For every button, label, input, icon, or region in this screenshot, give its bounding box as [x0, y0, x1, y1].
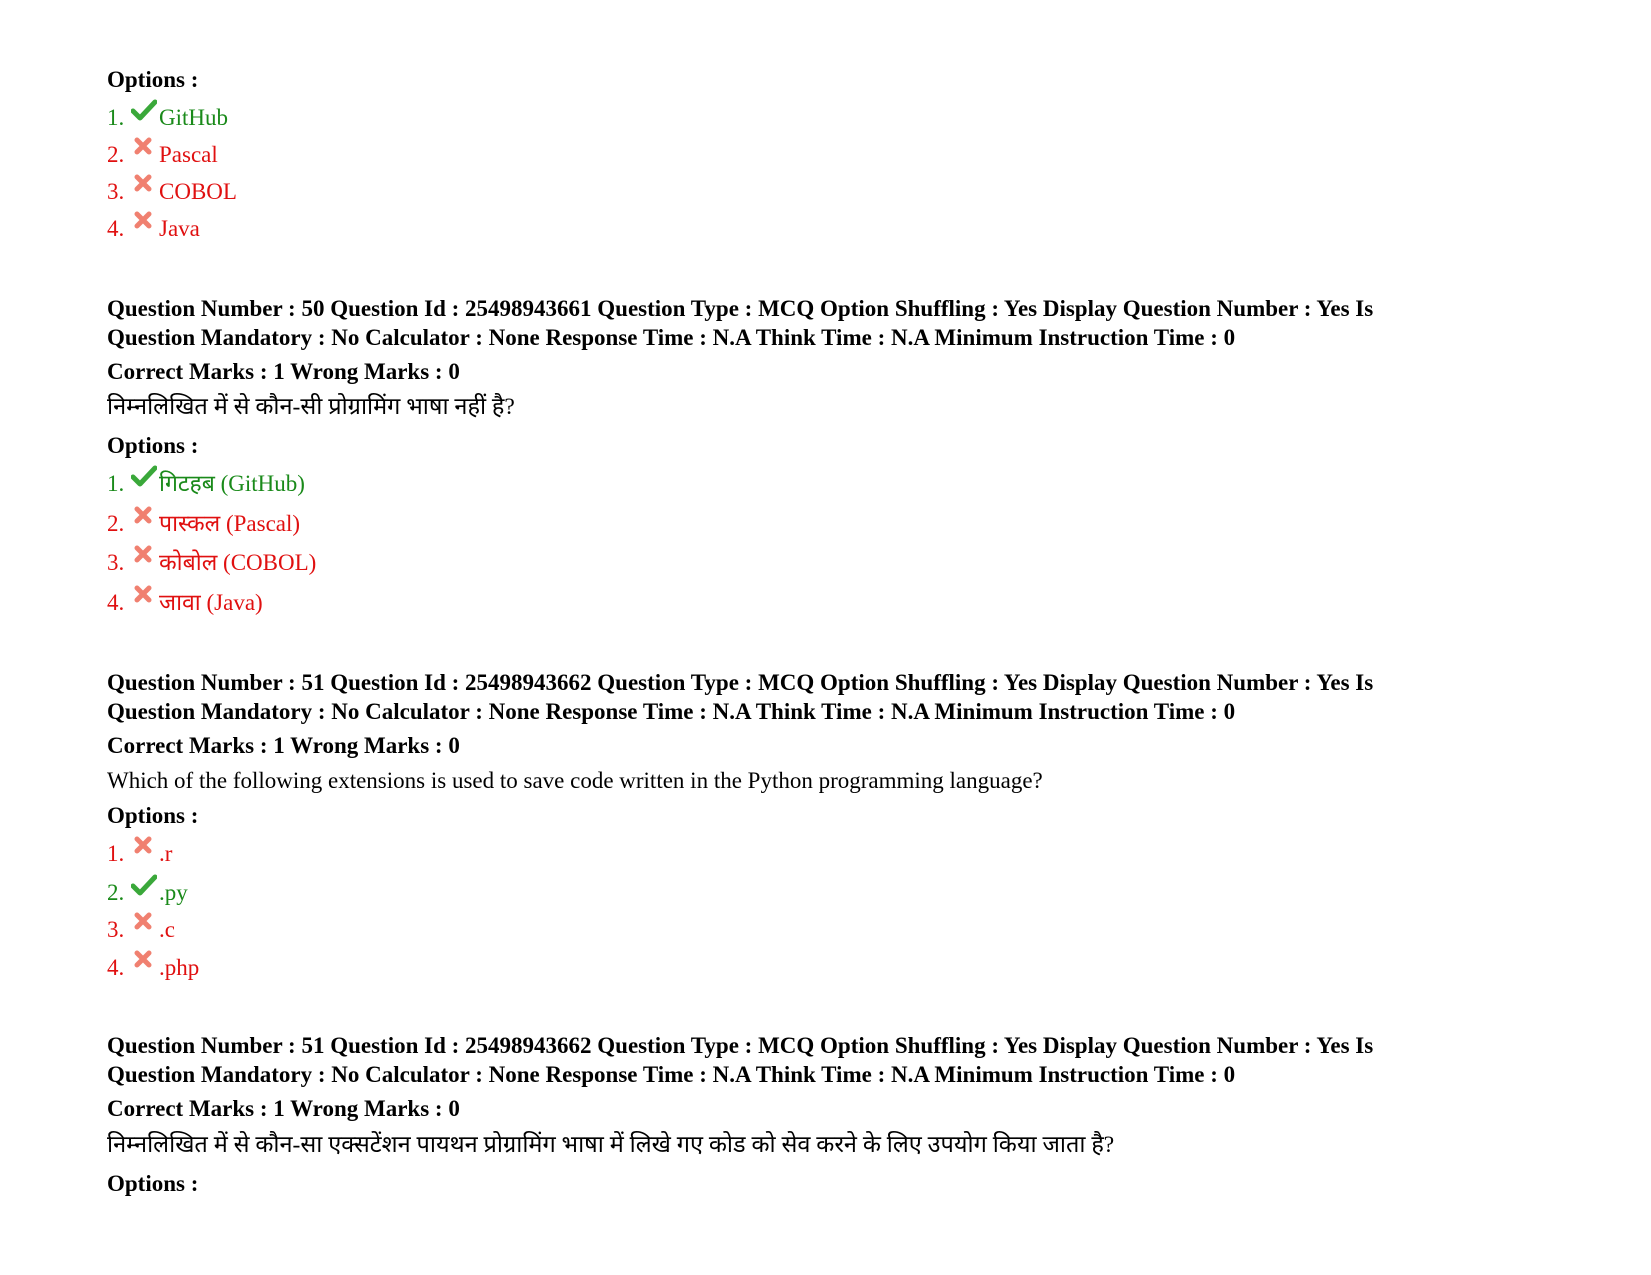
option-number: 4. [107, 590, 125, 615]
cross-icon [131, 544, 157, 566]
option-text: Java [159, 216, 200, 241]
question-header-line2: Question Mandatory : No Calculator : None Response Time : N.A Think Time : N.A Minimum Instruction Time : 0 [107, 1062, 1236, 1087]
option-number: 1. [107, 841, 125, 866]
question-header-line1: Question Number : 51 Question Id : 25498943662 Question Type : MCQ Option Shuffling : Yes Display Question Number : Yes Is [107, 1033, 1374, 1058]
question-text: Which of the following extensions is used to save code written in the Python programming language? [107, 768, 1043, 793]
cross-icon [131, 136, 157, 158]
option-text: .py [159, 880, 188, 905]
checkmark-icon [131, 99, 157, 121]
cross-icon [131, 584, 157, 606]
option-item [107, 470, 305, 498]
option-item [107, 840, 172, 868]
question-header-line1: Question Number : 51 Question Id : 25498943662 Question Type : MCQ Option Shuffling : Yes Display Question Number : Yes Is [107, 670, 1374, 695]
options-label: Options : [107, 433, 199, 458]
checkmark-icon [131, 874, 157, 896]
option-number: 1. [107, 471, 125, 496]
marks-line: Correct Marks : 1 Wrong Marks : 0 [107, 733, 460, 758]
cross-icon [131, 210, 157, 232]
question-header-line2: Question Mandatory : No Calculator : None Response Time : N.A Think Time : N.A Minimum Instruction Time : 0 [107, 699, 1236, 724]
option-number: 4. [107, 216, 125, 241]
option-item [107, 510, 300, 538]
option-text: .c [159, 917, 175, 942]
cross-icon [131, 835, 157, 857]
option-item [107, 215, 200, 243]
question-header-line2: Question Mandatory : No Calculator : None Response Time : N.A Think Time : N.A Minimum Instruction Time : 0 [107, 325, 1236, 350]
option-number: 1. [107, 105, 125, 130]
options-label: Options : [107, 803, 199, 828]
option-item [107, 879, 188, 907]
option-number: 2. [107, 880, 125, 905]
option-text: पास्कल (Pascal) [159, 511, 301, 536]
option-item [107, 916, 175, 944]
option-item [107, 141, 218, 169]
option-item [107, 178, 237, 206]
option-number: 4. [107, 955, 125, 980]
options-label: Options : [107, 1171, 199, 1196]
option-number: 3. [107, 550, 125, 575]
option-text: Pascal [159, 142, 218, 167]
options-label: Options : [107, 67, 199, 92]
option-number: 2. [107, 142, 125, 167]
option-number: 2. [107, 511, 125, 536]
checkmark-icon [131, 465, 157, 487]
option-text: कोबोल (COBOL) [159, 550, 317, 575]
option-text: .php [159, 955, 200, 980]
cross-icon [131, 505, 157, 527]
question-header-line1: Question Number : 50 Question Id : 25498943661 Question Type : MCQ Option Shuffling : Yes Display Question Number : Yes Is [107, 296, 1374, 321]
marks-line: Correct Marks : 1 Wrong Marks : 0 [107, 1096, 460, 1121]
option-number: 3. [107, 179, 125, 204]
option-number: 3. [107, 917, 125, 942]
cross-icon [131, 173, 157, 195]
cross-icon [131, 911, 157, 933]
question-text: निम्नलिखित में से कौन-सी प्रोग्रामिंग भाषा नहीं है? [107, 394, 515, 420]
option-item [107, 954, 199, 982]
marks-line: Correct Marks : 1 Wrong Marks : 0 [107, 359, 460, 384]
option-item [107, 549, 316, 577]
option-text: जावा (Java) [159, 590, 263, 615]
question-text: निम्नलिखित में से कौन-सा एक्सटेंशन पायथन प्रोग्रामिंग भाषा में लिखे गए कोड को सेव करने के लिए उपयोग किया जाता है? [107, 1132, 1115, 1158]
option-text: COBOL [159, 179, 237, 204]
option-text: GitHub [159, 105, 228, 130]
option-text: .r [159, 841, 173, 866]
option-text: गिटहब (GitHub) [159, 471, 305, 496]
cross-icon [131, 949, 157, 971]
option-item [107, 104, 228, 132]
option-item [107, 589, 263, 617]
